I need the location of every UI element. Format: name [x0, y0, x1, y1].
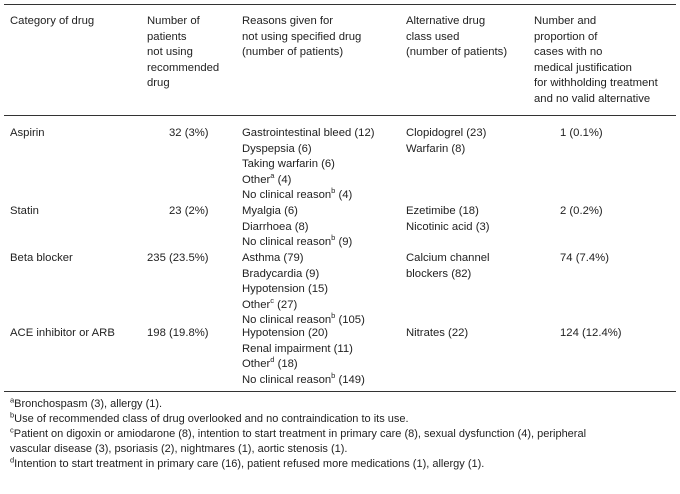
header-number-line: Number of — [147, 15, 200, 27]
header-proportion-line: Number and — [534, 15, 597, 27]
alternative-item: Calcium channel — [406, 252, 490, 264]
header-proportion-line: for withholding treatment — [534, 77, 658, 90]
footnote-mark: b — [10, 410, 15, 420]
alternative-item: Clopidogrel (23) — [406, 127, 487, 139]
footnote-mark: d — [10, 455, 15, 465]
footnote-marker: b — [331, 311, 336, 321]
reason-item: Taking warfarin (6) — [242, 158, 335, 171]
header-number-line: drug — [147, 77, 170, 90]
header-proportion-line: medical justification — [534, 61, 632, 74]
reason-item: Gastrointestinal bleed (12) — [242, 127, 375, 139]
footnote-marker: b — [331, 371, 336, 381]
row-ace-proportion: 124 (12.4%) — [560, 327, 622, 339]
header-alternative-line: (number of patients) — [406, 46, 508, 59]
row-statin-number: 23 (2%) — [169, 205, 209, 217]
row-statin-alternatives — [406, 204, 490, 235]
footnote-d: $^d$Intention to start treatment in primary care (16), patient refused more medications (1), allergy (1). — [10, 455, 485, 470]
header-alternative — [406, 14, 507, 61]
header-number-line: recommended — [147, 61, 220, 74]
header-alternative-line: class used — [406, 30, 460, 43]
row-beta-alternatives — [406, 251, 490, 282]
reason-item: No clinical reason$^b$ (149) — [242, 371, 365, 386]
footnote-marker: c — [270, 296, 275, 306]
reason-item: Renal impairment (11) — [242, 342, 353, 355]
header-rule — [4, 115, 676, 116]
row-statin-proportion: 2 (0.2%) — [560, 205, 603, 217]
top-rule — [4, 4, 676, 5]
reason-item: No clinical reason$^b$ (4) — [242, 186, 353, 202]
footnote-marker: a — [270, 171, 275, 181]
header-alternative-line: Alternative drug — [406, 15, 486, 27]
header-number-line: patients — [147, 30, 187, 43]
alternative-item: Ezetimibe (18) — [406, 205, 479, 217]
reason-item: Bradycardia (9) — [242, 267, 320, 280]
row-statin-reasons — [242, 204, 352, 251]
header-reasons-line: (number of patients) — [242, 46, 344, 59]
reason-item: Dyspepsia (6) — [242, 142, 312, 155]
reason-item: Other$^c$ (27) — [242, 296, 298, 311]
footnote-mark: c — [10, 425, 14, 435]
row-statin-category: Statin — [10, 205, 39, 217]
header-category: Category of drug — [10, 15, 95, 27]
reason-item: Asthma (79) — [242, 252, 304, 264]
row-ace-reasons — [242, 326, 365, 388]
header-proportion-line: cases with no — [534, 46, 603, 59]
row-beta-proportion: 74 (7.4%) — [560, 252, 609, 264]
row-beta-reasons — [242, 251, 365, 329]
header-reasons — [242, 14, 361, 61]
alternative-item: blockers (82) — [406, 267, 472, 280]
row-ace-category: ACE inhibitor or ARB — [10, 327, 115, 339]
header-proportion-line: and no valid alternative — [534, 92, 651, 105]
header-proportion — [534, 14, 658, 108]
reason-item: Hypotension (15) — [242, 283, 329, 296]
row-ace-alternatives — [406, 326, 468, 342]
row-aspirin-reasons — [242, 126, 375, 204]
row-beta-number: 235 (23.5%) — [147, 252, 209, 264]
header-number — [147, 14, 219, 92]
bottom-rule — [4, 391, 676, 392]
footnote-c-continued: vascular disease (3), psoriasis (2), nightmares (1), aortic stenosis (1). — [10, 443, 348, 455]
footnote-mark: a — [10, 395, 15, 405]
footnote-c: $^c$Patient on digoxin or amiodarone (8), intention to start treatment in primary care (8), sexual dysfunction (4), peripheral — [10, 425, 587, 440]
footnote-marker: b — [331, 233, 336, 243]
footnote-a: $^a$Bronchospasm (3), allergy (1). — [10, 395, 163, 410]
row-beta-category: Beta blocker — [10, 252, 73, 264]
row-ace-number: 198 (19.8%) — [147, 327, 209, 339]
alternative-item: Warfarin (8) — [406, 142, 466, 155]
footnotes — [10, 397, 676, 472]
alternative-item: Nicotinic acid (3) — [406, 220, 490, 233]
reason-item: Other$^a$ (4) — [242, 171, 292, 186]
row-aspirin-category: Aspirin — [10, 127, 45, 139]
row-aspirin-alternatives — [406, 126, 486, 157]
header-reasons-line: Reasons given for — [242, 15, 334, 27]
row-aspirin-proportion: 1 (0.1%) — [560, 127, 603, 139]
reason-item: Other$^d$ (18) — [242, 355, 298, 371]
reason-item: No clinical reason$^b$ (9) — [242, 233, 353, 249]
header-proportion-line: proportion of — [534, 30, 598, 43]
row-aspirin-number: 32 (3%) — [169, 127, 209, 139]
reason-item: No clinical reason$^b$ (105) — [242, 311, 365, 327]
footnote-b: $^b$Use of recommended class of drug overlooked and no contraindication to its use. — [10, 410, 409, 425]
header-reasons-line: not using specified drug — [242, 30, 362, 43]
alternative-item: Nitrates (22) — [406, 327, 469, 339]
footnote-marker: d — [270, 355, 275, 365]
reason-item: Hypotension (20) — [242, 327, 329, 339]
header-number-line: not using — [147, 46, 193, 59]
reason-item: Myalgia (6) — [242, 205, 298, 217]
footnote-marker: b — [331, 186, 336, 196]
reason-item: Diarrhoea (8) — [242, 220, 309, 233]
